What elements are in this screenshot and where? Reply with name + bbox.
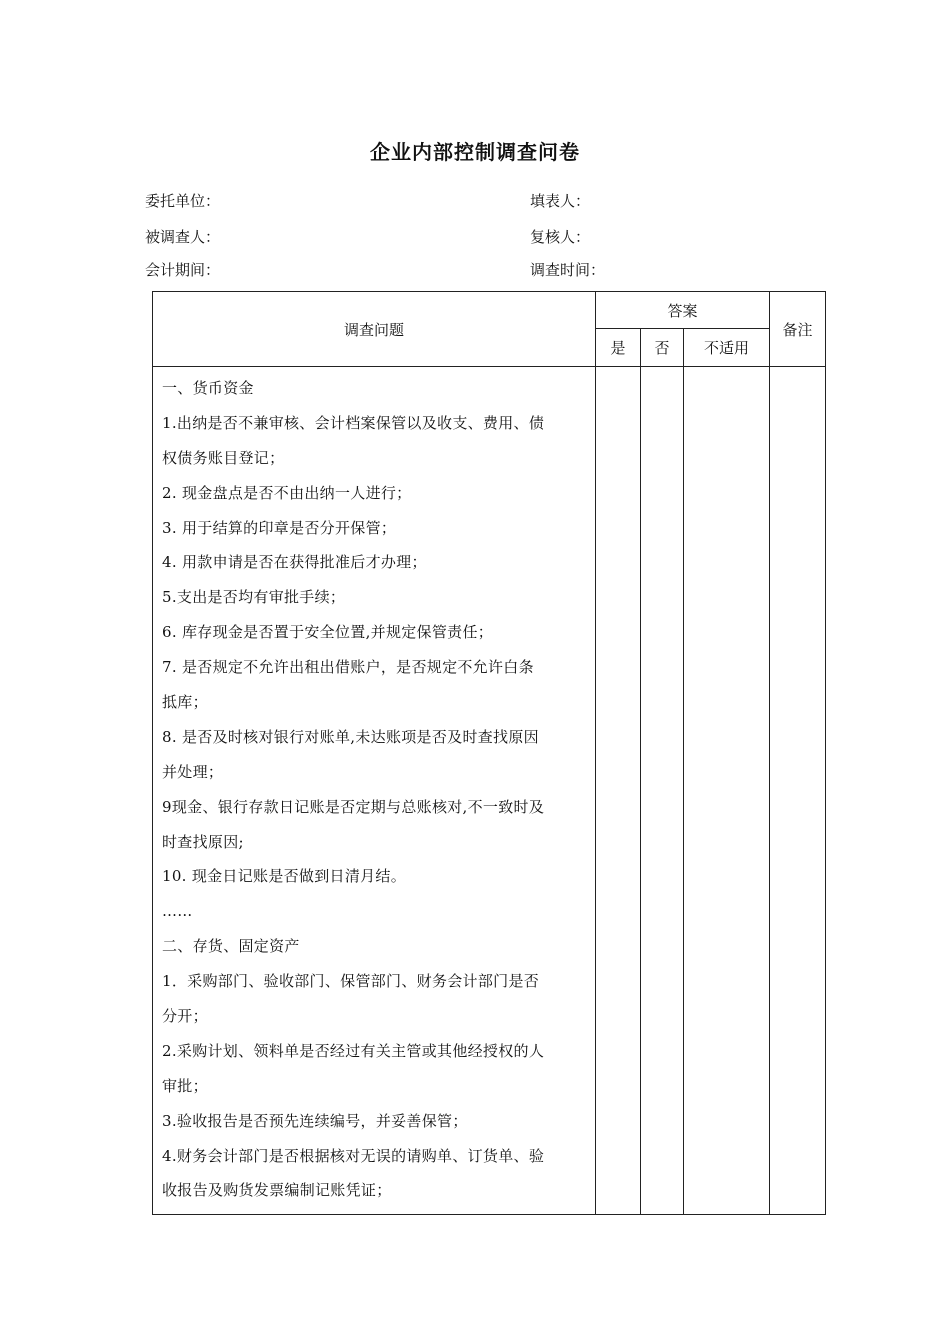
question-line: 1．采购部门、验收部门、保管部门、财务会计部门是否 [162,972,540,991]
question-line: 4. 用款申请是否在获得批准后才办理； [162,553,427,572]
question-line: 权债务账目登记； [162,448,285,467]
question-line: 收报告及购货发票编制记账凭证； [162,1181,392,1200]
question-line: 2. 现金盘点是否不由出纳一人进行； [162,483,412,502]
question-line: 7. 是否规定不允许出租出借账户，是否规定不允许白条 [162,658,534,677]
question-line: 10. 现金日记账是否做到日清月结。 [162,867,407,886]
question-line: 时查找原因; [162,832,244,851]
question-line: 4.财务会计部门是否根据核对无误的请购单、订货单、验 [162,1146,545,1165]
question-line: 2.采购计划、领料单是否经过有关主管或其他经授权的人 [162,1041,545,1060]
question-line: 抵库； [162,693,208,712]
question-line: 8. 是否及时核对银行对账单,未达账项是否及时查找原因 [162,727,539,746]
respondent-label: 被调查人： [145,228,221,246]
question-line: 一、货币资金 [162,379,254,397]
question-line: 3. 用于结算的印章是否分开保管； [162,518,397,537]
question-line: 9现金、银行存款日记账是否定期与总账核对,不一致时及 [162,797,545,816]
survey-time-label: 调查时间： [530,261,606,279]
reviewer-label: 复核人： [530,228,591,246]
header-answer: 答案 [596,292,770,329]
question-line: 审批； [162,1076,208,1095]
question-line: 分开； [162,1007,208,1026]
period-label: 会计期间： [145,261,221,279]
answer-na-cell[interactable] [684,367,770,1215]
header-remark: 备注 [770,292,826,367]
question-list [153,367,596,1215]
answer-no-cell[interactable] [641,367,684,1215]
question-line: 6. 库存现金是否置于安全位置,并规定保管责任； [162,623,494,642]
question-line: 二、存货、固定资产 [162,937,300,956]
answer-yes-cell[interactable] [596,367,641,1215]
filler-label: 填表人： [530,192,591,210]
survey-table [152,291,826,1215]
question-line: …… [162,902,193,921]
remark-cell[interactable] [770,367,826,1215]
question-line: 1.出纳是否不兼审核、会计档案保管以及收支、费用、债 [162,413,545,432]
page-title: 企业内部控制调查问卷 [370,140,580,164]
header-question: 调查问题 [153,292,596,367]
client-label: 委托单位： [145,192,221,210]
header-no: 否 [641,329,684,367]
question-line: 3.验收报告是否预先连续编号，并妥善保管； [162,1111,468,1130]
header-yes: 是 [596,329,641,367]
header-na: 不适用 [684,329,770,367]
question-line: 5.支出是否均有审批手续； [162,588,346,607]
question-line: 并处理； [162,762,224,781]
